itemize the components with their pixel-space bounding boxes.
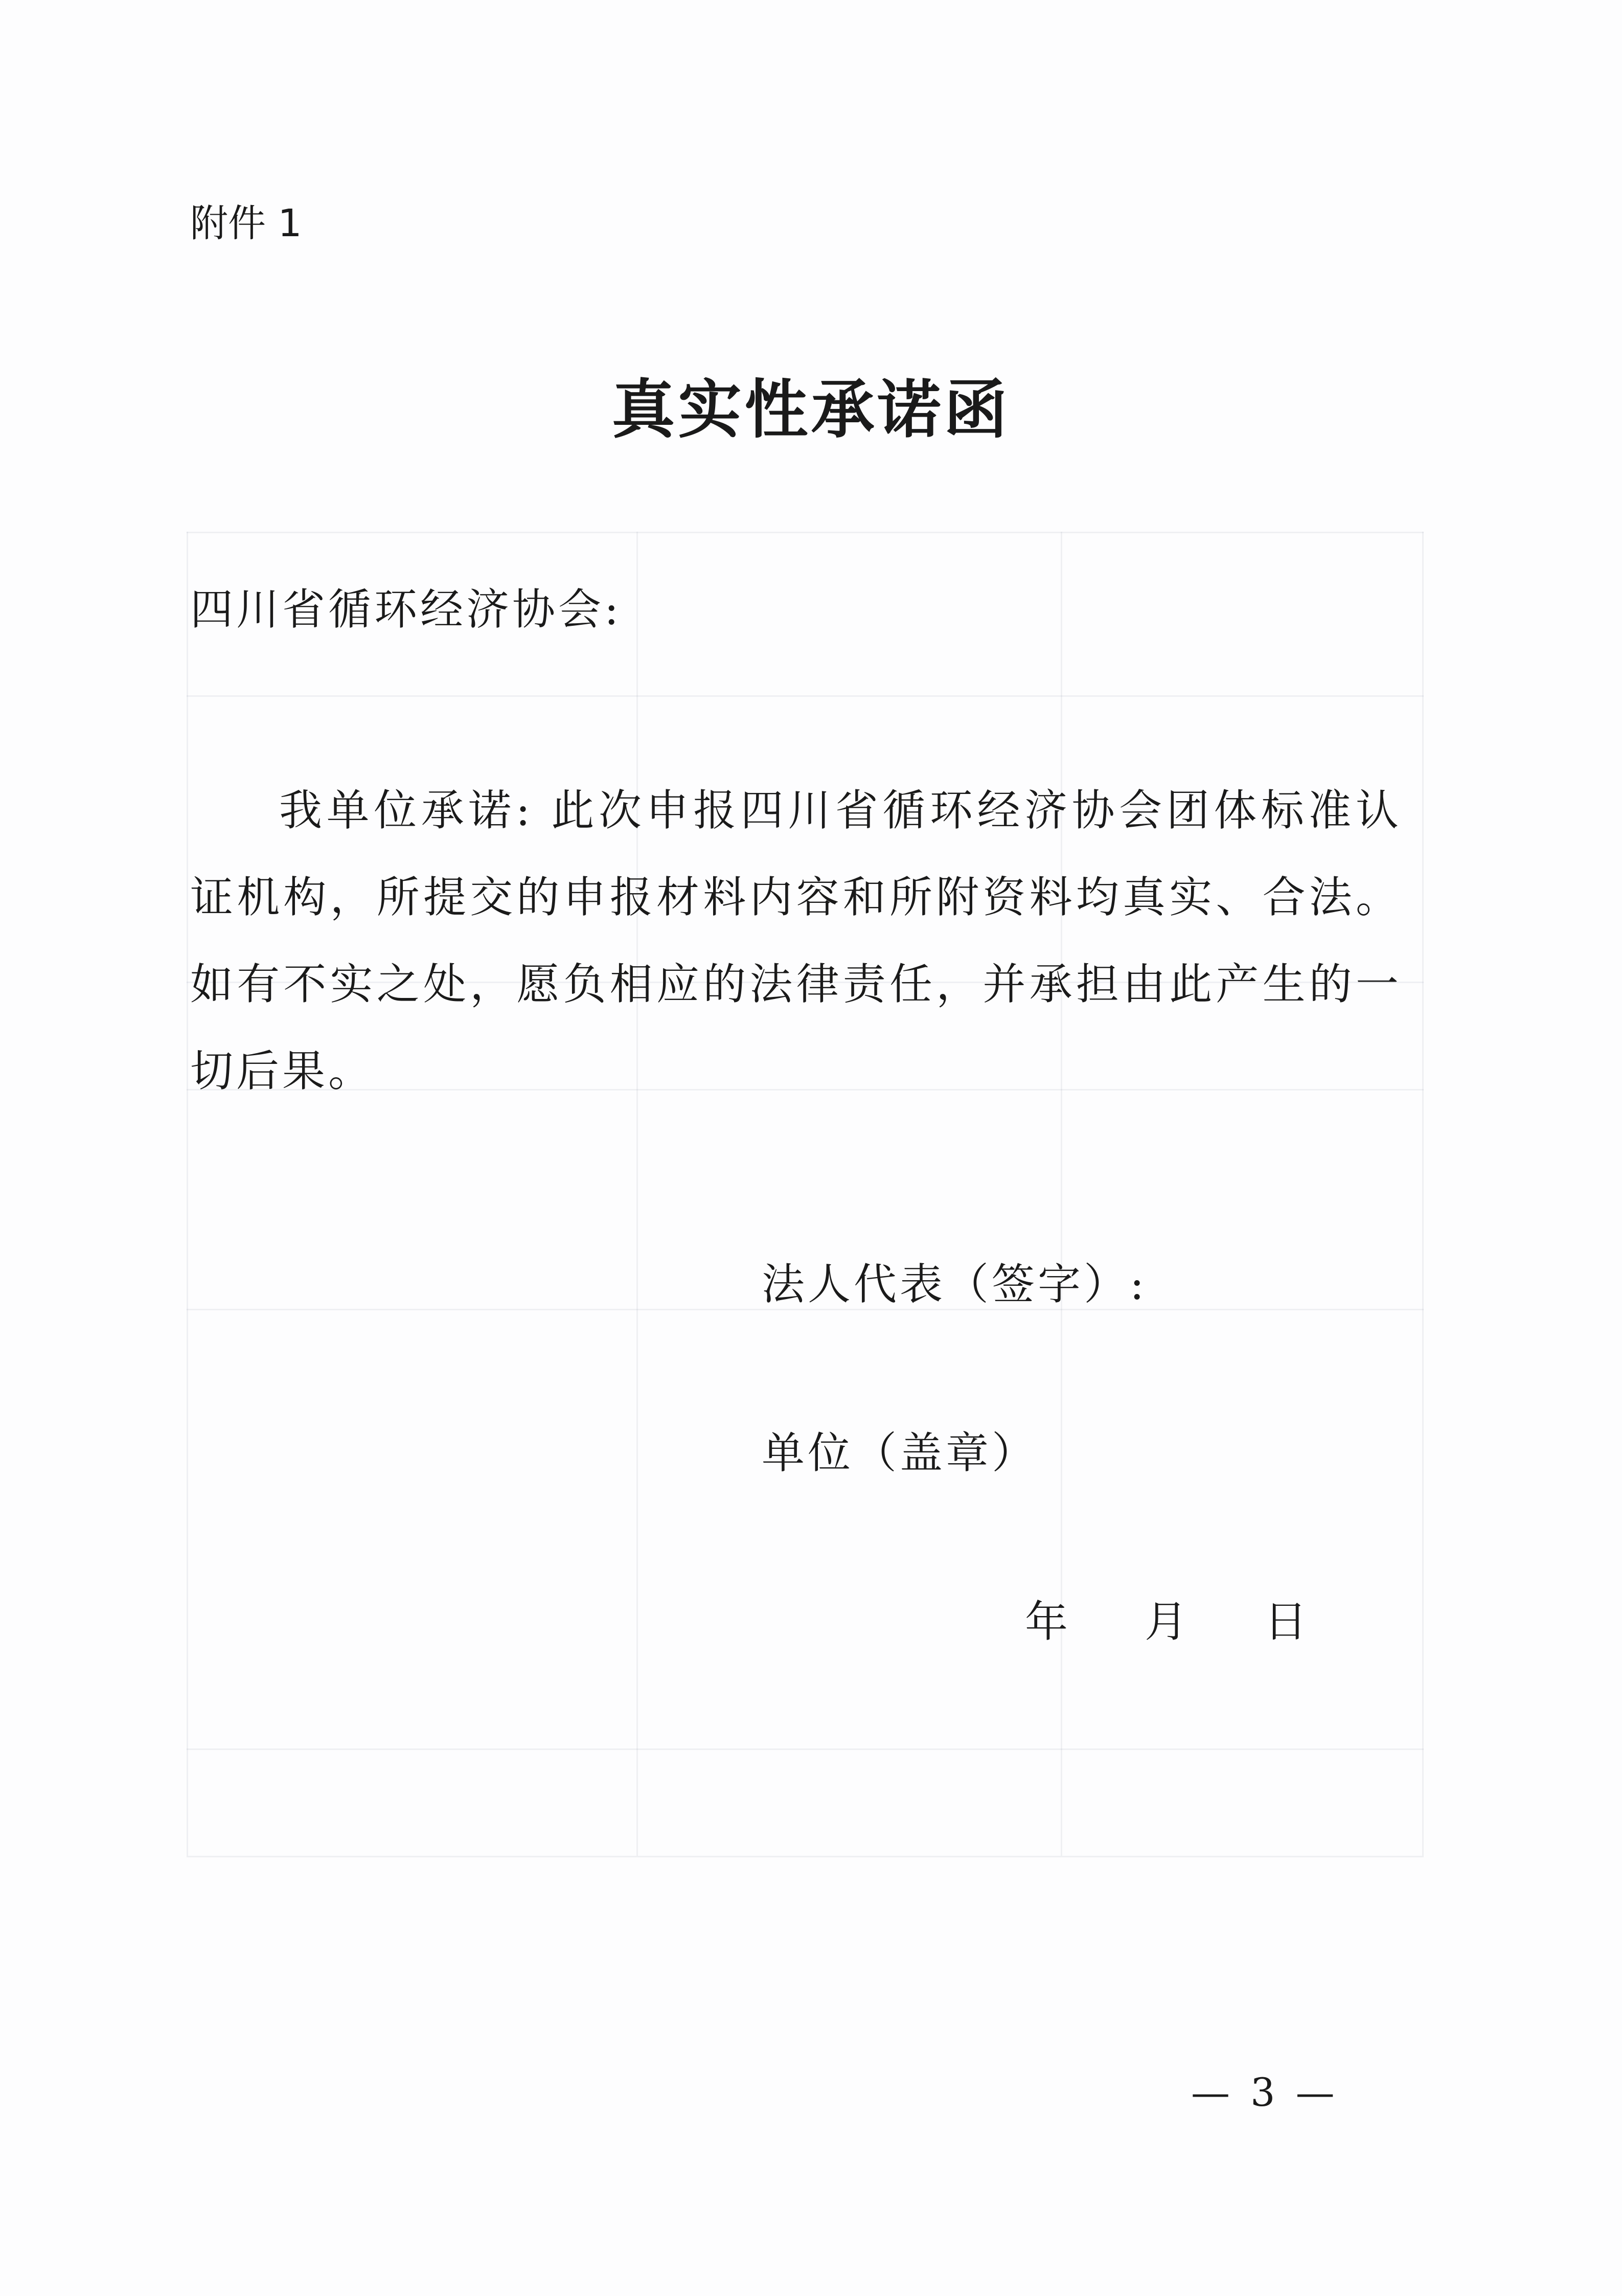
- date-line: [1025, 1597, 1308, 1647]
- date-year-label: 年: [1025, 1597, 1068, 1647]
- date-day-label: 日: [1264, 1597, 1308, 1647]
- commitment-body: 我单位承诺: 此次申报四川省循环经济协会团体标准认证机构，所提交的申报材料内容和所附资料均真实、合法。如有不实之处，愿负相应的法律责任，并承担由此产生的一切后果。: [190, 785, 1402, 1096]
- bleedthrough-line: [1422, 532, 1424, 1856]
- bleedthrough-line: [187, 1856, 1424, 1857]
- salutation: 四川省循环经济协会:: [190, 584, 622, 634]
- page-number: — 3 —: [1191, 2070, 1339, 2115]
- date-month-label: 月: [1145, 1597, 1188, 1647]
- bleedthrough-line: [187, 532, 1424, 533]
- bleedthrough-line: [636, 532, 638, 1856]
- legal-representative-signature-label: 法人代表（签字）:: [762, 1259, 1148, 1309]
- bleedthrough-line: [187, 532, 188, 1856]
- bleedthrough-line: [187, 1748, 1424, 1750]
- document-title: 真实性承诺函: [611, 373, 1011, 447]
- bleedthrough-line: [1061, 532, 1062, 1856]
- bleedthrough-line: [187, 695, 1424, 697]
- attachment-label: 附件 1: [190, 201, 302, 245]
- unit-seal-label: 单位（盖章）: [762, 1428, 1038, 1478]
